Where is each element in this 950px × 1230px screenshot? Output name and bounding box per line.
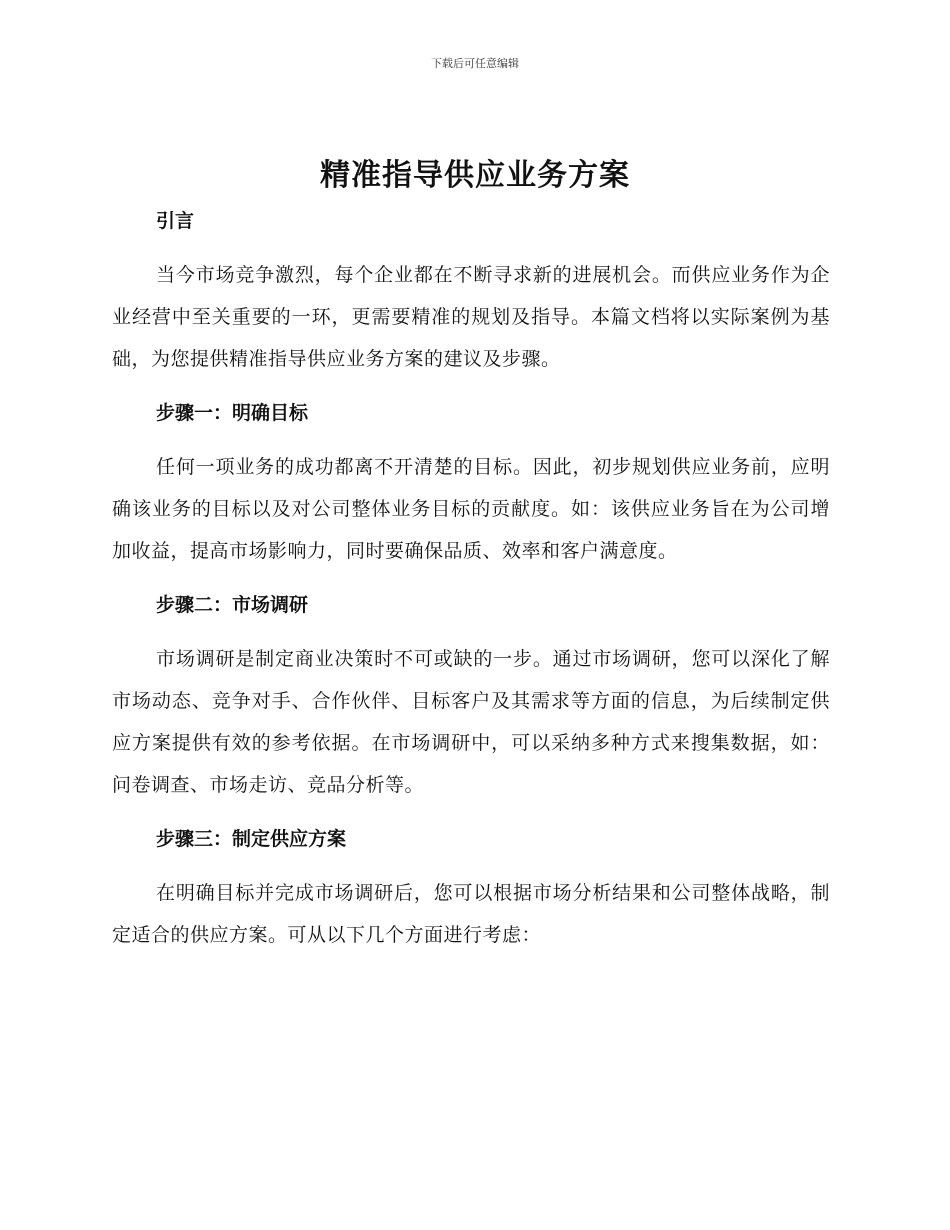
paragraph-step-2: 市场调研是制定商业决策时不可或缺的一步。通过市场调研，您可以深化了解市场动态、竞争对手、合作伙伴、目标客户及其需求等方面的信息，为后续制定供应方案提供有效的参考依据。在市场调研中，可以采纳多种方式来搜集数据，如：问卷调查、市场走访、竞品分析等。 (112, 648, 830, 796)
document-body (112, 202, 830, 970)
paragraph-step-1: 任何一项业务的成功都离不开清楚的目标。因此，初步规划供应业务前，应明确该业务的目标以及对公司整体业务目标的贡献度。如：该供应业务旨在为公司增加收益，提高市场影响力，同时要确保品质、效率和客户满意度。 (112, 456, 830, 562)
section-heading-step-2: 步骤二：市场调研 (156, 594, 309, 616)
section-heading-step-3: 步骤三：制定供应方案 (156, 828, 347, 850)
paragraph-intro: 当今市场竞争激烈，每个企业都在不断寻求新的进展机会。而供应业务作为企业经营中至关重要的一环，更需要精准的规划及指导。本篇文档将以实际案例为基础，为您提供精准指导供应业务方案的建议及步骤。 (112, 264, 830, 370)
paragraph-step-3: 在明确目标并完成市场调研后，您可以根据市场分析结果和公司整体战略，制定适合的供应方案。可从以下几个方面进行考虑： (112, 882, 830, 946)
section-heading-intro: 引言 (156, 210, 195, 232)
header-note: 下载后可任意编辑 (431, 57, 519, 70)
section-heading-step-1: 步骤一：明确目标 (156, 402, 309, 424)
document-title: 精准指导供应业务方案 (320, 158, 630, 193)
